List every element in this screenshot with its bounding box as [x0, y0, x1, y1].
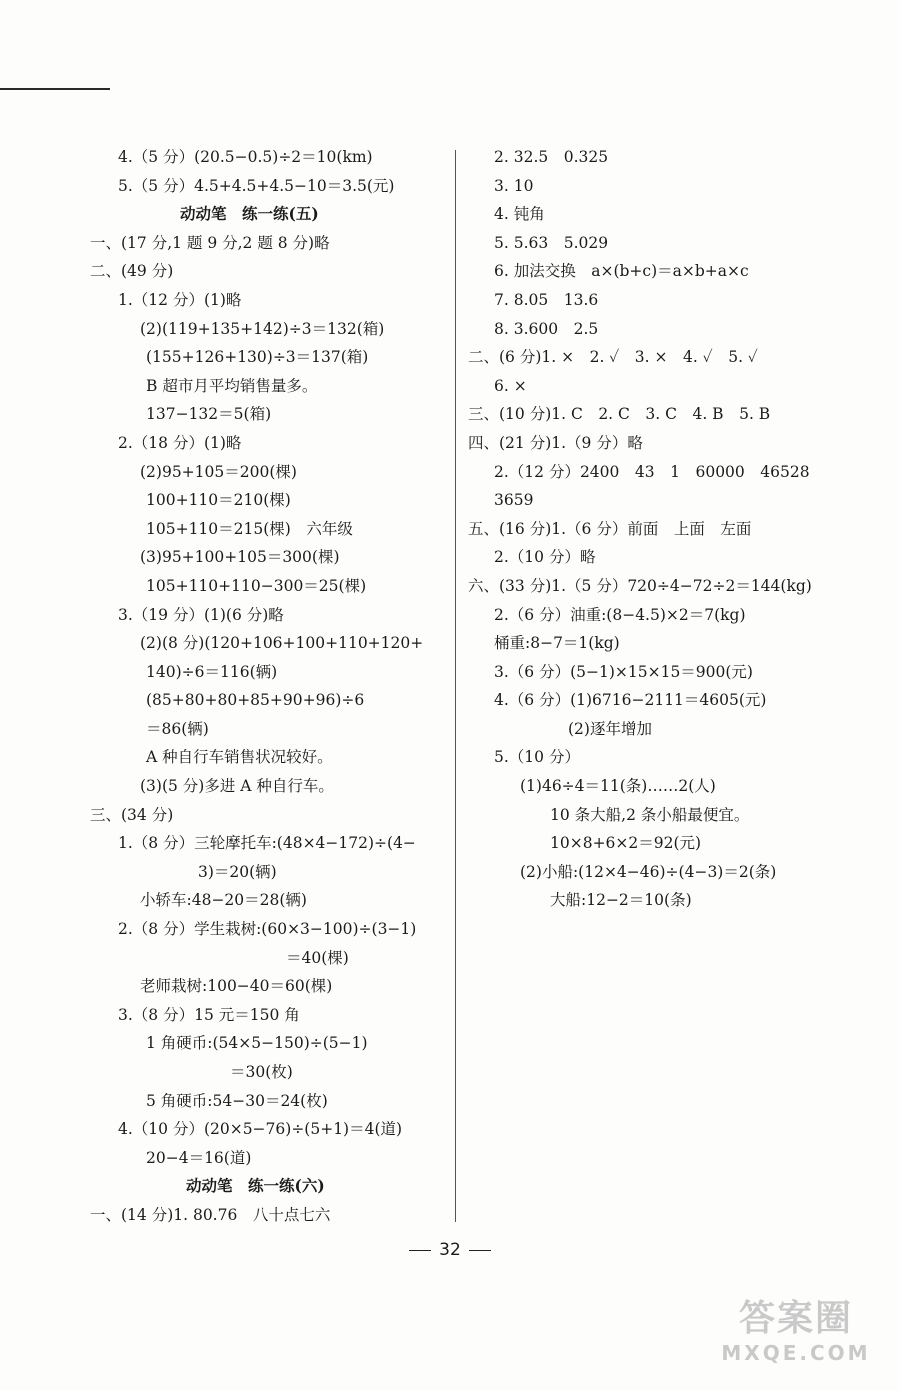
watermark-logo	[706, 1297, 886, 1372]
answer-line: (155+126+130)÷3＝137(箱)	[146, 348, 369, 367]
answer-line: 1.（12 分）(1)略	[118, 290, 242, 309]
answer-line: 二、(49 分)	[90, 262, 174, 281]
answer-line: A 种自行车销售状况较好。	[146, 748, 333, 767]
answer-line: 2.（18 分）(1)略	[118, 433, 242, 452]
answer-line: 一、(14 分)1. 80.76 八十点七六	[90, 1205, 331, 1224]
answer-line: (2)(119+135+142)÷3＝132(箱)	[140, 319, 385, 338]
answer-line: 137−132＝5(箱)	[146, 405, 272, 424]
answer-line: 老师栽树:100−40＝60(棵)	[140, 977, 333, 996]
answer-line: 3.（19 分）(1)(6 分)略	[118, 605, 284, 624]
answer-line: (3)(5 分)多进 A 种自行车。	[140, 777, 334, 796]
answer-line: ＝86(辆)	[146, 719, 209, 738]
answer-line: 6. ×	[494, 376, 527, 395]
watermark-sub-text: MXQE.COM	[721, 1341, 871, 1365]
answer-line: 100+110＝210(棵)	[146, 491, 291, 510]
answer-line: 8. 3.600 2.5	[494, 319, 599, 338]
answer-line: 4. 钝角	[494, 205, 545, 224]
answer-line: 7. 8.05 13.6	[494, 290, 599, 309]
answer-line: 3)＝20(辆)	[198, 862, 277, 881]
watermark-main-text: 答案圈	[738, 1298, 853, 1339]
page-number: 32	[439, 1240, 461, 1260]
page-number-dash-left	[409, 1250, 431, 1251]
answer-line: ＝30(枚)	[230, 1063, 293, 1081]
left-column	[90, 143, 445, 1230]
answer-line: 20−4＝16(道)	[146, 1148, 252, 1167]
answer-line: 2.（6 分）油重:(8−4.5)×2＝7(kg)	[494, 605, 746, 624]
answer-line: 1 角硬币:(54×5−150)÷(5−1)	[146, 1034, 368, 1053]
answer-line: 5 角硬币:54−30＝24(枚)	[146, 1091, 328, 1110]
answer-line: ＝40(棵)	[286, 948, 349, 967]
answer-line: 4.（5 分）(20.5−0.5)÷2＝10(km)	[118, 148, 373, 166]
answer-line: 1.（8 分）三轮摩托车:(48×4−172)÷(4−	[118, 834, 416, 853]
answer-line: 2. 32.5 0.325	[494, 148, 609, 166]
answer-line: 105+110＝215(棵) 六年级	[146, 519, 353, 538]
answer-line: 大船:12−2＝10(条)	[550, 891, 692, 910]
column-divider	[455, 150, 456, 1222]
answer-line: (2)逐年增加	[568, 719, 652, 738]
answer-line: 5. 5.63 5.029	[494, 233, 609, 252]
answer-line: 3. 10	[494, 176, 534, 195]
answer-line: (2)95+105＝200(棵)	[140, 462, 297, 481]
answer-line: (85+80+80+85+90+96)÷6	[146, 691, 365, 710]
answer-line: 3659	[494, 491, 534, 510]
answer-line: (2)(8 分)(120+106+100+110+120+	[140, 634, 424, 653]
answer-line: 4.（10 分）(20×5−76)÷(5+1)＝4(道)	[118, 1120, 403, 1139]
answer-line: 六、(33 分)1.（5 分）720÷4−72÷2＝144(kg)	[468, 576, 812, 595]
section-heading: 动动笔 练一练(六)	[186, 1176, 325, 1196]
answer-line: (3)95+100+105＝300(棵)	[140, 548, 340, 567]
answer-line: 小轿车:48−20＝28(辆)	[140, 891, 307, 910]
answer-line: 三、(10 分)1. C 2. C 3. C 4. B 5. B	[468, 405, 771, 424]
answer-line: 105+110+110−300＝25(棵)	[146, 576, 367, 595]
right-column	[468, 143, 848, 915]
answer-line: 二、(6 分)1. × 2. ✓ 3. × 4. ✓ 5. ✓	[468, 348, 758, 367]
page-number-dash-right	[469, 1250, 491, 1251]
answer-line: 10 条大船,2 条小船最便宜。	[550, 805, 750, 824]
answer-line: 3.（6 分）(5−1)×15×15＝900(元)	[494, 662, 753, 681]
answer-line: (1)46÷4＝11(条)……2(人)	[520, 777, 716, 796]
answer-line: 四、(21 分)1.（9 分）略	[468, 433, 643, 452]
answer-line: 2.（8 分）学生栽树:(60×3−100)÷(3−1)	[118, 920, 417, 939]
answer-line: 三、(34 分)	[90, 805, 174, 824]
answer-line: 五、(16 分)1.（6 分）前面 上面 左面	[468, 519, 752, 538]
answer-line: 5.（10 分）	[494, 748, 580, 767]
answer-line: 桶重:8−7＝1(kg)	[494, 634, 620, 653]
corner-mark	[0, 88, 110, 90]
section-heading: 动动笔 练一练(五)	[180, 204, 319, 224]
answer-line: 2.（10 分）略	[494, 548, 596, 567]
answer-line: (2)小船:(12×4−46)÷(4−3)＝2(条)	[520, 862, 777, 881]
answer-line: B 超市月平均销售量多。	[146, 376, 318, 395]
answer-line: 10×8+6×2＝92(元)	[550, 834, 702, 853]
answer-line: 6. 加法交换 a×(b+c)＝a×b+a×c	[494, 262, 749, 281]
page-footer	[0, 1240, 900, 1260]
answer-line: 3.（8 分）15 元＝150 角	[118, 1005, 300, 1024]
answer-line: 140)÷6＝116(辆)	[146, 662, 278, 681]
answer-line: 2.（12 分）2400 43 1 60000 46528	[494, 462, 810, 481]
answer-line: 4.（6 分）(1)6716−2111＝4605(元)	[494, 691, 767, 710]
answer-line: 一、(17 分,1 题 9 分,2 题 8 分)略	[90, 233, 330, 252]
answer-line: 5.（5 分）4.5+4.5+4.5−10＝3.5(元)	[118, 176, 395, 195]
